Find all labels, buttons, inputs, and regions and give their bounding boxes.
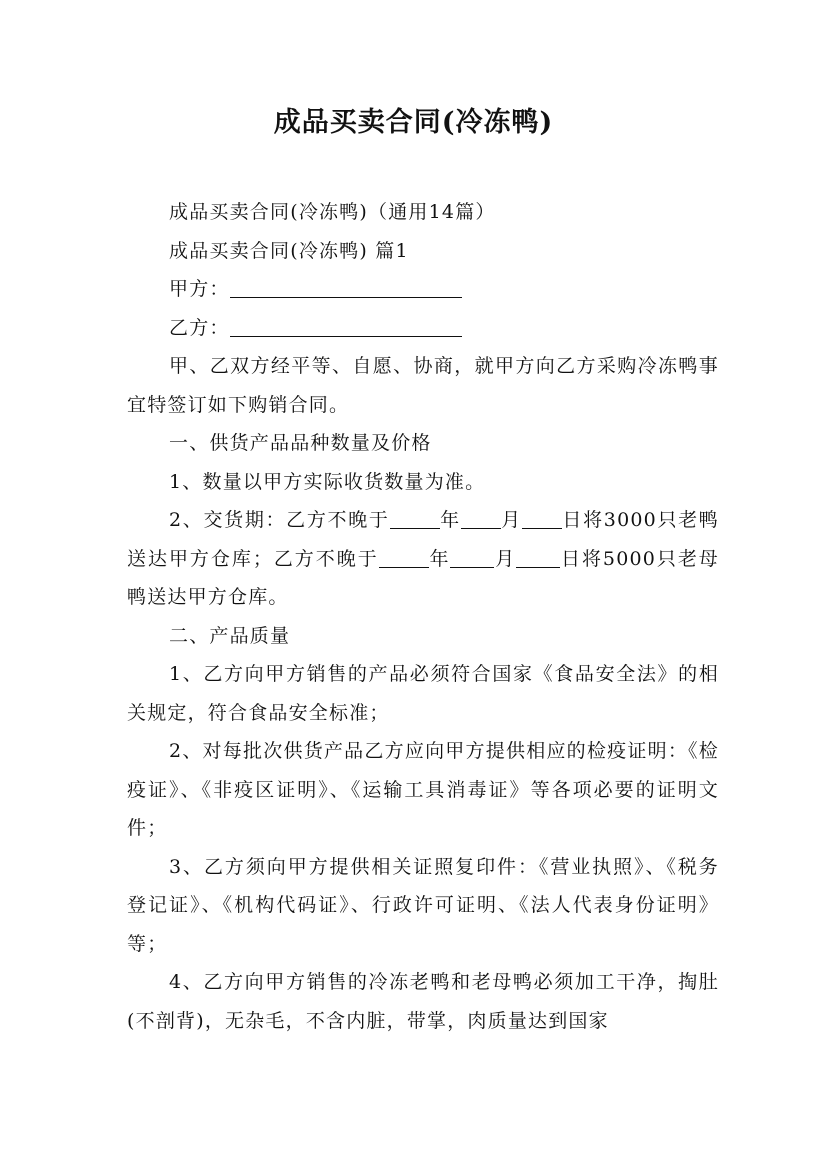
document-subtitle: 成品买卖合同(冷冻鸭)（通用14篇） bbox=[169, 201, 496, 223]
clause-1-1: 1、数量以甲方实际收货数量为准。 bbox=[169, 470, 486, 493]
heading-1: 一、供货产品品种数量及价格 bbox=[169, 432, 432, 454]
party-b-label: 乙方： bbox=[169, 316, 230, 339]
clause-2-4: 4、乙方向甲方销售的冷冻老鸭和老母鸭必须加工干净，掏肚(不剖背)，无杂毛，不含内脏，带掌，肉质量达到国家 bbox=[127, 971, 719, 1032]
month-blank-1 bbox=[461, 509, 501, 529]
month-label-2: 月 bbox=[494, 547, 517, 570]
clause-2-2: 2、对每批次供货产品乙方应向甲方提供相应的检疫证明：《检疫证》、《非疫区证明》、《运输工具消毒证》等各项必要的证明文件； bbox=[127, 740, 719, 839]
heading-2: 二、产品质量 bbox=[169, 624, 291, 647]
clause-1-2-part-c: 日将5000只老母鸭送达甲方仓库。 bbox=[127, 547, 720, 608]
year-label-2: 年 bbox=[428, 547, 451, 570]
clause-1-2-part-a: 2、交货期：乙方不晚于 bbox=[169, 509, 390, 531]
clause-1-2 bbox=[127, 501, 719, 617]
month-blank-2 bbox=[450, 548, 494, 568]
clause-2-3: 3、乙方须向甲方提供相关证照复印件：《营业执照》、《税务登记证》、《机构代码证》、行政许可证明、《法人代表身份证明》等； bbox=[127, 855, 719, 955]
document-body bbox=[127, 193, 719, 1040]
year-label-1: 年 bbox=[439, 509, 461, 531]
day-blank-2 bbox=[516, 548, 560, 568]
year-blank-2 bbox=[379, 548, 429, 568]
month-label-1: 月 bbox=[500, 509, 522, 531]
party-b-blank bbox=[230, 317, 462, 337]
party-a-label: 甲方： bbox=[169, 278, 230, 300]
party-a-line bbox=[127, 270, 719, 309]
year-blank-1 bbox=[390, 509, 440, 529]
clause-2-1: 1、乙方向甲方销售的产品必须符合国家《食品安全法》的相关规定，符合食品安全标准； bbox=[127, 663, 719, 724]
section-title: 成品买卖合同(冷冻鸭) 篇1 bbox=[169, 239, 409, 262]
day-blank-1 bbox=[522, 509, 562, 529]
party-b-line bbox=[127, 309, 719, 348]
intro-paragraph: 甲、乙双方经平等、自愿、协商，就甲方向乙方采购冷冻鸭事宜特签订如下购销合同。 bbox=[127, 355, 719, 416]
clause-1-2-part-b: 日将3000只老鸭送达甲方仓库；乙方不晚于 bbox=[127, 509, 720, 570]
document-title: 成品买卖合同(冷冻鸭) bbox=[273, 107, 554, 138]
party-a-blank bbox=[230, 278, 462, 298]
